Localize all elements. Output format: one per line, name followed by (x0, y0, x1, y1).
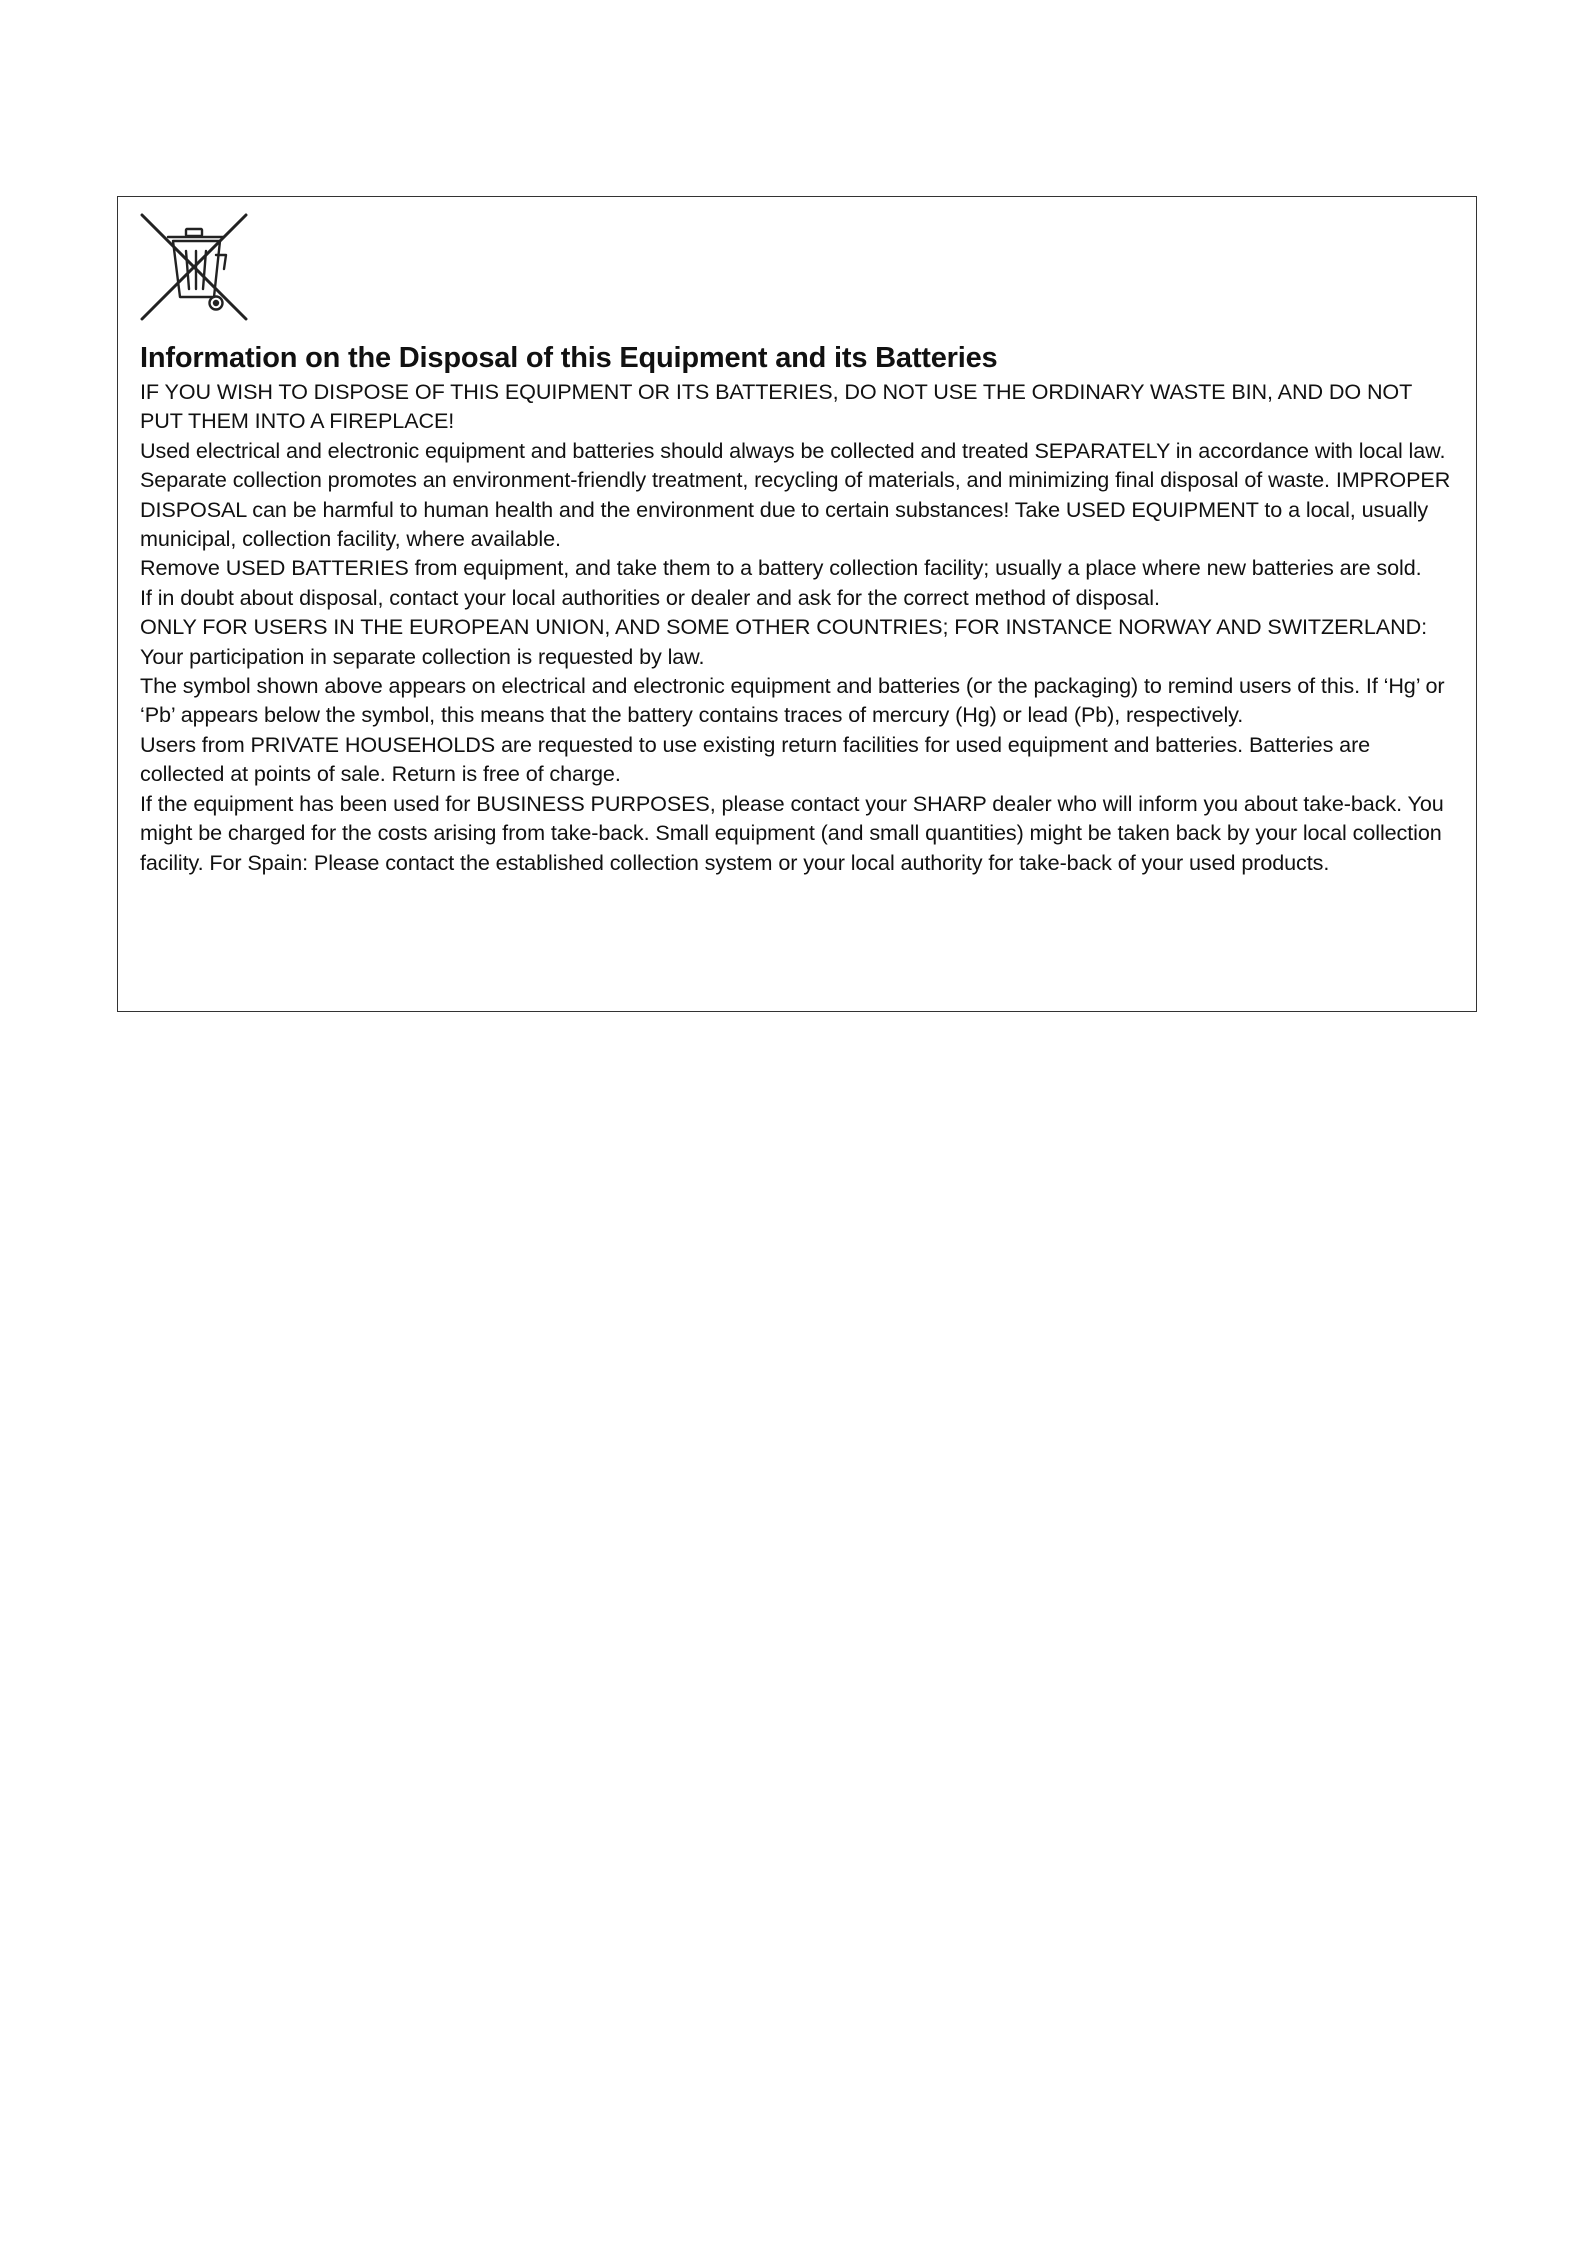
notice-paragraph: Remove USED BATTERIES from equipment, and take them to a battery collection facility; usually a place where new batteries are sold. (140, 555, 1422, 581)
notice-content (140, 341, 1460, 877)
notice-paragraph: Users from PRIVATE HOUSEHOLDS are requested to use existing return facilities for used equipment and batteries. Batteries are collected at points of sale. Return is free of charge. (140, 731, 1371, 787)
notice-paragraph: The symbol shown above appears on electrical and electronic equipment and batteries (or the packaging) to remind users of this. If ‘Hg’ or ‘Pb’ appears below the symbol, this means that the battery contains traces of mercury (Hg) or lead (Pb), respectively. (140, 673, 1445, 728)
notice-paragraph: If the equipment has been used for BUSINESS PURPOSES, please contact your SHARP dealer who will inform you about take-back. You might be charged for the costs arising from take-back. Small equipment (and small quantities) might be taken back by your local collection facility. For Spain: Please contact the established collection system or your local authority for take-back of your used products. (140, 790, 1444, 875)
notice-title: Information on the Disposal of this Equipment and its Batteries (140, 342, 998, 374)
notice-paragraph: ONLY FOR USERS IN THE EUROPEAN UNION, AND SOME OTHER COUNTRIES; FOR INSTANCE NORWAY AND SWITZERLAND: Your participation in separate collection is requested by law. (140, 614, 1427, 669)
crossed-out-wheelie-bin-icon (138, 211, 250, 323)
notice-paragraph: Separate collection promotes an environment-friendly treatment, recycling of materials, and minimizing final disposal of waste. IMPROPER DISPOSAL can be harmful to human health and the environment due to certain substances! Take USED EQUIPMENT to a local, usually municipal, collection facility, where available. (140, 467, 1451, 552)
notice-paragraph: IF YOU WISH TO DISPOSE OF THIS EQUIPMENT OR ITS BATTERIES, DO NOT USE THE ORDINARY WASTE BIN, AND DO NOT PUT THEM INTO A FIREPLACE! (140, 379, 1412, 434)
notice-paragraph: Used electrical and electronic equipment and batteries should always be collected and treated SEPARATELY in accordance with local law. (140, 437, 1446, 463)
notice-paragraph: If in doubt about disposal, contact your local authorities or dealer and ask for the correct method of disposal. (140, 584, 1160, 610)
disposal-notice-box (117, 196, 1477, 1012)
